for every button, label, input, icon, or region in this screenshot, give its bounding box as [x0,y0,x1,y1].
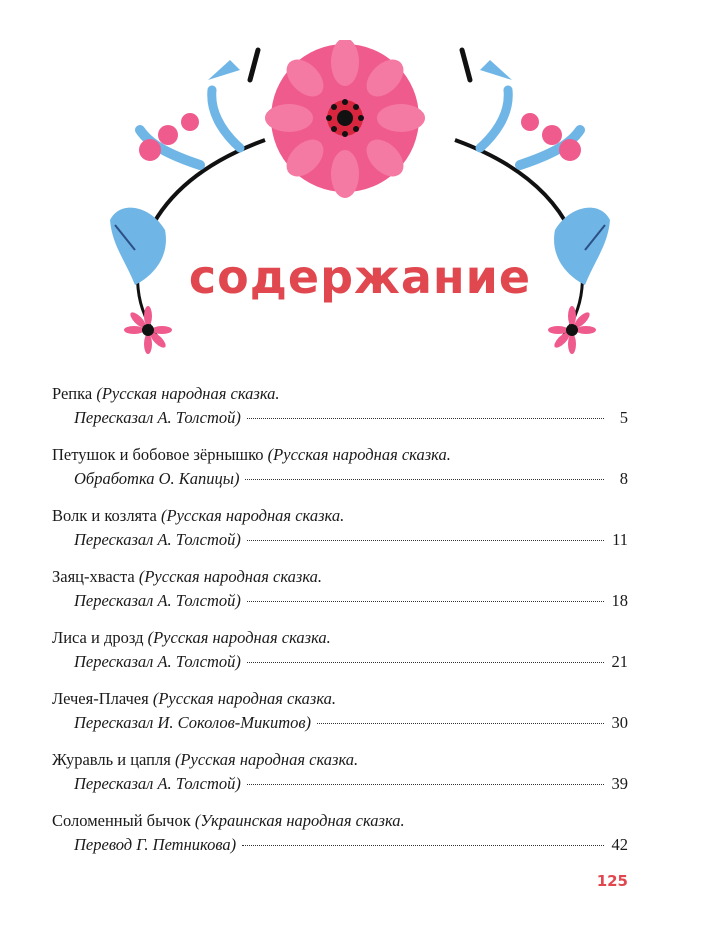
page-number: 125 [596,872,628,890]
toc-entry[interactable] [52,626,628,687]
dot-leader [245,479,604,480]
entry-title: Заяц-хваста [52,567,135,586]
entry-note: (Русская народная сказка. [161,506,345,525]
entry-credit: Пересказал А. Толстой) [74,652,241,671]
entry-credit: Пересказал А. Толстой) [74,774,241,793]
entry-credit: Обработка О. Капицы) [74,469,240,488]
dot-leader [247,418,604,419]
entry-page-number: 11 [612,530,628,549]
toc-entry[interactable] [52,565,628,626]
dot-leader [317,723,604,724]
entry-page-number: 30 [611,713,628,732]
toc-entry[interactable] [52,443,628,504]
toc-entry[interactable] [52,687,628,748]
folk-flower-ornament-icon [90,40,630,370]
right-branch [455,50,610,354]
dot-leader [242,845,604,846]
entry-page-number: 18 [611,591,628,610]
toc-entry[interactable] [52,504,628,565]
entry-title: Лечея-Плачея [52,689,149,708]
ornament-banner [90,40,630,370]
entry-note: (Русская народная сказка. [96,384,280,403]
entry-credit: Пересказал А. Толстой) [74,408,241,427]
dot-leader [247,540,604,541]
entry-note: (Украинская народная сказка. [194,811,405,830]
entry-note: (Русская народная сказка. [174,750,359,769]
entry-page-number: 5 [619,408,628,427]
entry-title: Репка [52,384,93,403]
dot-leader [247,601,604,602]
toc-entry[interactable] [52,809,628,870]
dot-leader [247,662,604,663]
toc-entry[interactable] [52,748,628,809]
entry-note: (Русская народная сказка. [147,628,331,647]
entry-title: Лиса и дрозд [52,628,144,647]
entry-title: Журавль и цапля [52,750,171,769]
entry-title: Соломенный бычок [52,811,191,830]
left-branch [110,50,265,354]
toc-entry[interactable] [52,382,628,443]
entry-note: (Русская народная сказка. [267,445,451,464]
entry-note: (Русская народная сказка. [138,567,323,586]
entry-credit: Пересказал А. Толстой) [74,591,241,610]
table-of-contents [52,382,628,870]
dot-leader [247,784,604,785]
entry-credit: Пересказал И. Соколов-Микитов) [74,713,312,732]
central-flower [265,40,425,198]
entry-page-number: 8 [619,469,628,488]
entry-credit: Перевод Г. Петникова) [74,835,237,854]
entry-credit: Пересказал А. Толстой) [74,530,241,549]
entry-title: Петушок и бобовое зёрнышко [52,445,264,464]
entry-title: Волк и козлята [52,506,157,525]
entry-page-number: 39 [611,774,628,793]
entry-page-number: 21 [611,652,628,671]
entry-page-number: 42 [611,835,628,854]
entry-note: (Русская народная сказка. [152,689,337,708]
page-title: содержание [188,250,532,304]
